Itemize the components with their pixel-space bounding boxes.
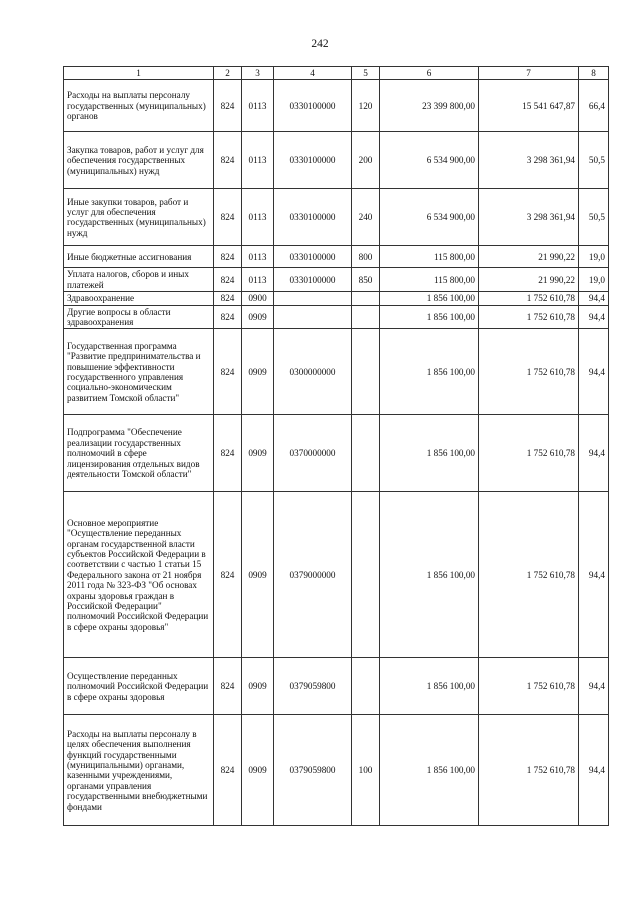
cell-name: Основное мероприятие "Осуществление переданных органам государственной власти субъектов Российской Федерации в соответствии с частью 1 статьи 15 Федерального закона от 21 ноября 2011 года № 323-ФЗ "Об основах охраны здоровья граждан в Российской Федерации" полномочий Российской Федерации в сфере охраны здоровья" <box>64 492 214 658</box>
cell-section: 0113 <box>242 189 274 246</box>
cell-actual: 1 752 610,78 <box>479 415 579 492</box>
cell-section: 0909 <box>242 715 274 826</box>
cell-percent: 50,5 <box>579 132 609 189</box>
cell-article: 0330100000 <box>274 189 352 246</box>
cell-percent: 19,0 <box>579 246 609 268</box>
table-row <box>64 715 609 826</box>
cell-percent: 94,4 <box>579 292 609 305</box>
table-row <box>64 305 609 329</box>
cell-actual: 15 541 647,87 <box>479 80 579 132</box>
cell-section: 0909 <box>242 415 274 492</box>
cell-plan: 23 399 800,00 <box>380 80 479 132</box>
cell-type <box>352 658 380 715</box>
cell-article: 0379059800 <box>274 715 352 826</box>
cell-percent: 94,4 <box>579 715 609 826</box>
column-header: 6 <box>380 67 479 80</box>
cell-article: 0379000000 <box>274 492 352 658</box>
table-row <box>64 658 609 715</box>
cell-section: 0909 <box>242 329 274 415</box>
cell-actual: 21 990,22 <box>479 268 579 292</box>
cell-actual: 21 990,22 <box>479 246 579 268</box>
cell-plan: 1 856 100,00 <box>380 292 479 305</box>
table-row <box>64 189 609 246</box>
cell-percent: 94,4 <box>579 415 609 492</box>
cell-percent: 50,5 <box>579 189 609 246</box>
cell-code: 824 <box>214 305 242 329</box>
cell-actual: 1 752 610,78 <box>479 658 579 715</box>
cell-article: 0330100000 <box>274 246 352 268</box>
cell-code: 824 <box>214 132 242 189</box>
cell-plan: 1 856 100,00 <box>380 492 479 658</box>
cell-code: 824 <box>214 80 242 132</box>
cell-type <box>352 329 380 415</box>
budget-table <box>63 66 609 826</box>
cell-section: 0113 <box>242 246 274 268</box>
cell-name: Осуществление переданных полномочий Российской Федерации в сфере охраны здоровья <box>64 658 214 715</box>
cell-type: 100 <box>352 715 380 826</box>
cell-type: 120 <box>352 80 380 132</box>
cell-type <box>352 292 380 305</box>
cell-plan: 115 800,00 <box>380 246 479 268</box>
cell-actual: 1 752 610,78 <box>479 492 579 658</box>
cell-section: 0909 <box>242 658 274 715</box>
cell-code: 824 <box>214 292 242 305</box>
cell-code: 824 <box>214 715 242 826</box>
column-header: 5 <box>352 67 380 80</box>
cell-plan: 1 856 100,00 <box>380 305 479 329</box>
cell-type <box>352 492 380 658</box>
cell-percent: 94,4 <box>579 305 609 329</box>
column-header: 1 <box>64 67 214 80</box>
table-row <box>64 268 609 292</box>
cell-article <box>274 292 352 305</box>
cell-percent: 19,0 <box>579 268 609 292</box>
cell-type <box>352 415 380 492</box>
column-header: 8 <box>579 67 609 80</box>
table-row <box>64 80 609 132</box>
cell-section: 0113 <box>242 268 274 292</box>
cell-percent: 94,4 <box>579 492 609 658</box>
cell-name: Закупка товаров, работ и услуг для обеспечения государственных (муниципальных) нужд <box>64 132 214 189</box>
cell-type: 800 <box>352 246 380 268</box>
cell-name: Подпрограмма "Обеспечение реализации государственных полномочий в сфере лицензирования отдельных видов деятельности Томской области" <box>64 415 214 492</box>
cell-plan: 1 856 100,00 <box>380 415 479 492</box>
cell-type: 850 <box>352 268 380 292</box>
cell-percent: 94,4 <box>579 658 609 715</box>
cell-section: 0900 <box>242 292 274 305</box>
cell-article: 0330100000 <box>274 268 352 292</box>
table-row <box>64 292 609 305</box>
cell-code: 824 <box>214 658 242 715</box>
cell-name: Расходы на выплаты персоналу в целях обеспечения выполнения функций государственными (муниципальными) органами, казенными учреждениями, органами управления государственными внебюджетными фондами <box>64 715 214 826</box>
column-header: 7 <box>479 67 579 80</box>
cell-section: 0909 <box>242 492 274 658</box>
column-header: 2 <box>214 67 242 80</box>
cell-name: Иные бюджетные ассигнования <box>64 246 214 268</box>
cell-plan: 1 856 100,00 <box>380 658 479 715</box>
cell-type: 240 <box>352 189 380 246</box>
cell-name: Расходы на выплаты персоналу государственных (муниципальных) органов <box>64 80 214 132</box>
cell-article: 0330100000 <box>274 132 352 189</box>
cell-article: 0370000000 <box>274 415 352 492</box>
cell-plan: 1 856 100,00 <box>380 715 479 826</box>
page-number: 242 <box>311 38 329 50</box>
cell-name: Здравоохранение <box>64 292 214 305</box>
table-header-row <box>64 67 609 80</box>
cell-section: 0113 <box>242 132 274 189</box>
cell-actual: 1 752 610,78 <box>479 715 579 826</box>
column-header: 3 <box>242 67 274 80</box>
cell-code: 824 <box>214 415 242 492</box>
cell-name: Государственная программа "Развитие предпринимательства и повышение эффективности государственного управления социально-экономическим развитием Томской области" <box>64 329 214 415</box>
cell-name: Иные закупки товаров, работ и услуг для обеспечения государственных (муниципальных) нужд <box>64 189 214 246</box>
cell-type: 200 <box>352 132 380 189</box>
table-row <box>64 132 609 189</box>
table-row <box>64 246 609 268</box>
cell-actual: 1 752 610,78 <box>479 329 579 415</box>
cell-percent: 66,4 <box>579 80 609 132</box>
cell-section: 0113 <box>242 80 274 132</box>
cell-plan: 1 856 100,00 <box>380 329 479 415</box>
cell-actual: 3 298 361,94 <box>479 132 579 189</box>
cell-article <box>274 305 352 329</box>
cell-name: Уплата налогов, сборов и иных платежей <box>64 268 214 292</box>
cell-article: 0300000000 <box>274 329 352 415</box>
cell-type <box>352 305 380 329</box>
cell-actual: 3 298 361,94 <box>479 189 579 246</box>
cell-code: 824 <box>214 492 242 658</box>
cell-percent: 94,4 <box>579 329 609 415</box>
cell-code: 824 <box>214 268 242 292</box>
cell-article: 0379059800 <box>274 658 352 715</box>
cell-plan: 6 534 900,00 <box>380 132 479 189</box>
cell-article: 0330100000 <box>274 80 352 132</box>
cell-code: 824 <box>214 246 242 268</box>
table-row <box>64 415 609 492</box>
cell-section: 0909 <box>242 305 274 329</box>
cell-actual: 1 752 610,78 <box>479 305 579 329</box>
table-body <box>64 67 609 826</box>
cell-code: 824 <box>214 329 242 415</box>
cell-plan: 115 800,00 <box>380 268 479 292</box>
cell-name: Другие вопросы в области здравоохранения <box>64 305 214 329</box>
column-header: 4 <box>274 67 352 80</box>
table-row <box>64 329 609 415</box>
table-row <box>64 492 609 658</box>
cell-code: 824 <box>214 189 242 246</box>
cell-plan: 6 534 900,00 <box>380 189 479 246</box>
cell-actual: 1 752 610,78 <box>479 292 579 305</box>
